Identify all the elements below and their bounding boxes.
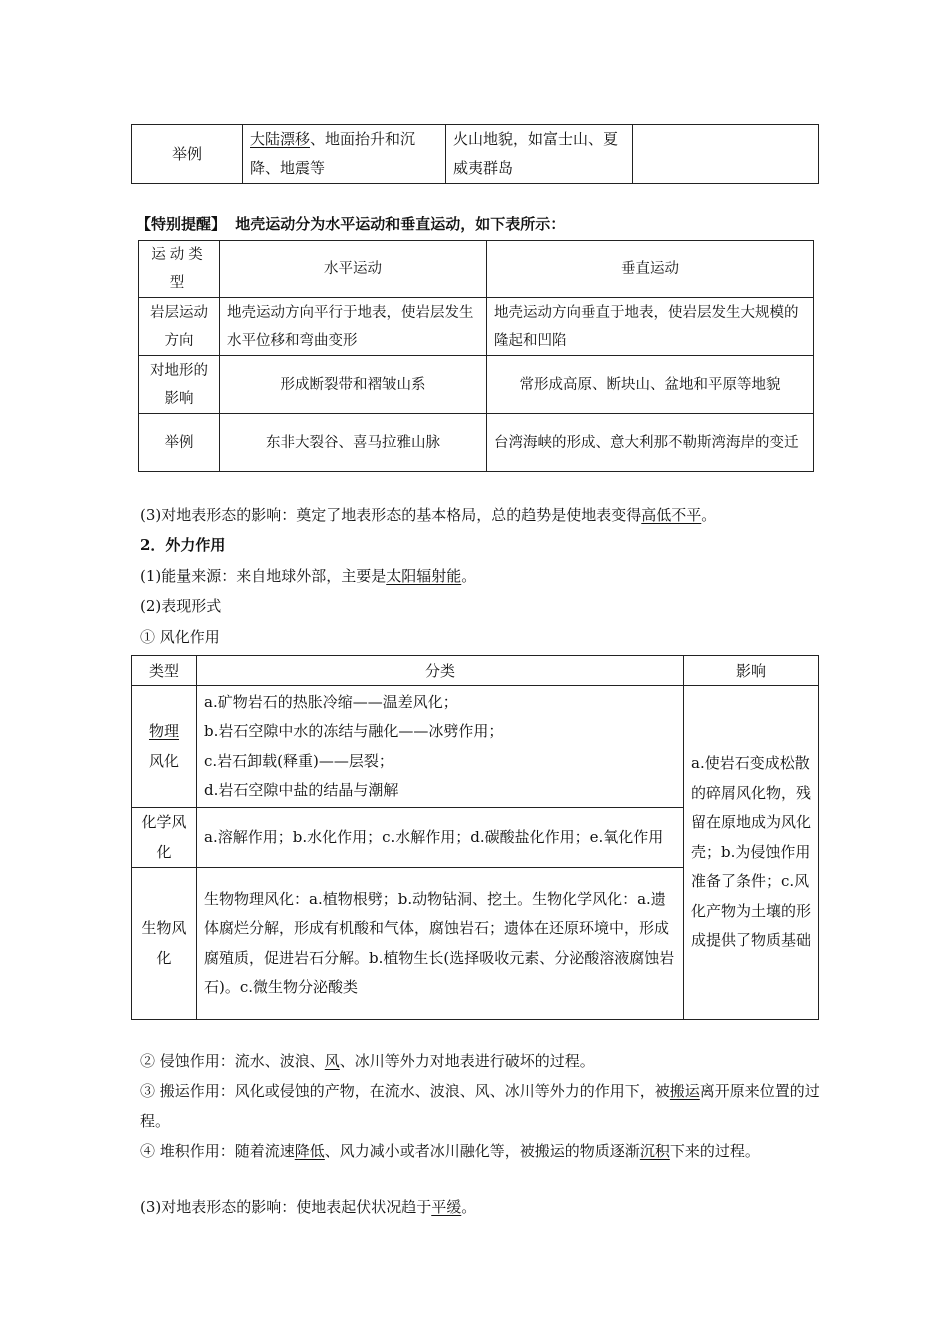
energy-underlined: 太阳辐射能: [386, 567, 462, 585]
cell-horizontal: 东非大裂谷、喜马拉雅山脉: [220, 414, 487, 472]
erosion-pre: ② 侵蚀作用：流水、波浪、: [140, 1052, 325, 1070]
erosion-post: 、冰川等外力对地表进行破坏的过程。: [339, 1052, 595, 1070]
para3b-underlined: 平缓: [431, 1198, 462, 1216]
header-movement-type: 运动类型: [139, 241, 220, 298]
crust-movement-table: [138, 240, 814, 472]
paragraph-3b: [140, 1192, 476, 1222]
section-2-title: 2．外力作用: [140, 536, 226, 554]
top-table: [131, 124, 819, 184]
energy-text: (1)能量来源：来自地球外部，主要是: [140, 567, 387, 585]
biological-weathering-label: 生物风化: [132, 868, 197, 1020]
header-vertical: 垂直运动: [487, 241, 814, 298]
paragraph-3: [140, 500, 716, 530]
para3-end: 。: [701, 506, 717, 524]
top-table-cell-3: [633, 125, 819, 184]
physical-item: c.岩石卸载(释重)——层裂；: [204, 751, 394, 770]
para3b-text: (3)对地表形态的影响：使地表起伏状况趋于: [140, 1198, 432, 1216]
top-table-cell-1: [243, 125, 446, 184]
physical-label-underlined: 物理: [148, 722, 179, 740]
top-table-row-label: 举例: [132, 125, 243, 184]
deposition-text: [140, 1136, 820, 1166]
chemical-weathering-text: a.溶解作用；b.水化作用；c.水解作用；d.碳酸盐化作用；e.氧化作用: [197, 808, 684, 868]
biological-weathering-text: 生物物理风化：a.植物根劈；b.动物钻洞、挖土。生物化学风化：a.遗体腐烂分解，形成有机酸和气体，腐蚀岩石；遗体在还原环境中，形成腐殖质，促进岩石分解。b.植物生长(选择吸收元素、分泌酸溶液腐蚀岩石)。c.微生物分泌酸类: [197, 868, 684, 1020]
special-note-tag: 【特别提醒】: [136, 215, 227, 233]
deposition-pre: ④ 堆积作用：随着流速: [140, 1142, 295, 1160]
weathering-heading: ① 风化作用: [140, 628, 220, 646]
special-note: [136, 210, 565, 238]
header-horizontal: 水平运动: [220, 241, 487, 298]
physical-weathering-items: [197, 686, 684, 808]
transport-pre: ③ 搬运作用：风化或侵蚀的产物，在流水、波浪、风、冰川等外力的作用下，被: [140, 1082, 670, 1100]
deposition-post: 下来的过程。: [669, 1142, 760, 1160]
weathering-impact: a.使岩石变成松散的碎屑风化物，残留在原地成为风化壳；b.为侵蚀作用准备了条件；c.风化产物为土壤的形成提供了物质基础: [684, 686, 819, 1020]
deposition-underlined-1: 降低: [294, 1142, 325, 1160]
special-note-text: 地壳运动分为水平运动和垂直运动，如下表所示：: [235, 215, 566, 233]
weathering-table: [131, 655, 819, 1020]
transport-underlined: 搬运: [669, 1082, 700, 1100]
para3b-end: 。: [461, 1198, 477, 1216]
physical-weathering-label: [132, 686, 197, 808]
physical-item: d.岩石空隙中盐的结晶与潮解: [204, 781, 399, 799]
physical-item: a.矿物岩石的热胀冷缩——温差风化；: [204, 692, 458, 711]
chemical-weathering-label: 化学风化: [132, 808, 197, 868]
erosion-underlined: 风: [324, 1052, 340, 1070]
erosion-text: [140, 1046, 595, 1076]
transport-text: [140, 1076, 820, 1136]
deposition-mid: 、风力减小或者冰川融化等，被搬运的物质逐渐: [324, 1142, 640, 1160]
cell-vertical: 地壳运动方向垂直于地表，使岩层发生大规模的隆起和凹陷: [487, 298, 814, 356]
para3-text: (3)对地表形态的影响：奠定了地表形态的基本格局，总的趋势是使地表变得: [140, 506, 642, 524]
row-label: 举例: [139, 414, 220, 472]
header-impact: 影响: [684, 656, 819, 686]
continental-drift-text: 大陆漂移: [250, 130, 311, 148]
header-classification: 分类: [197, 656, 684, 686]
transport-post: 离开原来位置的过程。: [140, 1082, 820, 1130]
cell-horizontal: 地壳运动方向平行于地表，使岩层发生水平位移和弯曲变形: [220, 298, 487, 356]
cell-vertical: 常形成高原、断块山、盆地和平原等地貌: [487, 356, 814, 414]
deposition-underlined-2: 沉积: [639, 1142, 670, 1160]
para3-underlined: 高低不平: [641, 506, 702, 524]
cell-horizontal: 形成断裂带和褶皱山系: [220, 356, 487, 414]
row-label: 岩层运动方向: [139, 298, 220, 356]
cell-vertical: 台湾海峡的形成、意大利那不勒斯湾海岸的变迁: [487, 414, 814, 472]
header-type: 类型: [132, 656, 197, 686]
forms-heading: (2)表现形式: [140, 597, 222, 615]
physical-item: b.岩石空隙中水的冻结与融化——冰劈作用；: [204, 722, 504, 740]
row-label: 对地形的影响: [139, 356, 220, 414]
top-table-cell-2: 火山地貌，如富士山、夏威夷群岛: [446, 125, 633, 184]
energy-source: [140, 561, 476, 591]
energy-end: 。: [461, 567, 477, 585]
physical-label-rest: 风化: [148, 751, 179, 770]
top-cell1-rest: 、地面抬升和沉降、地震等: [250, 130, 416, 177]
